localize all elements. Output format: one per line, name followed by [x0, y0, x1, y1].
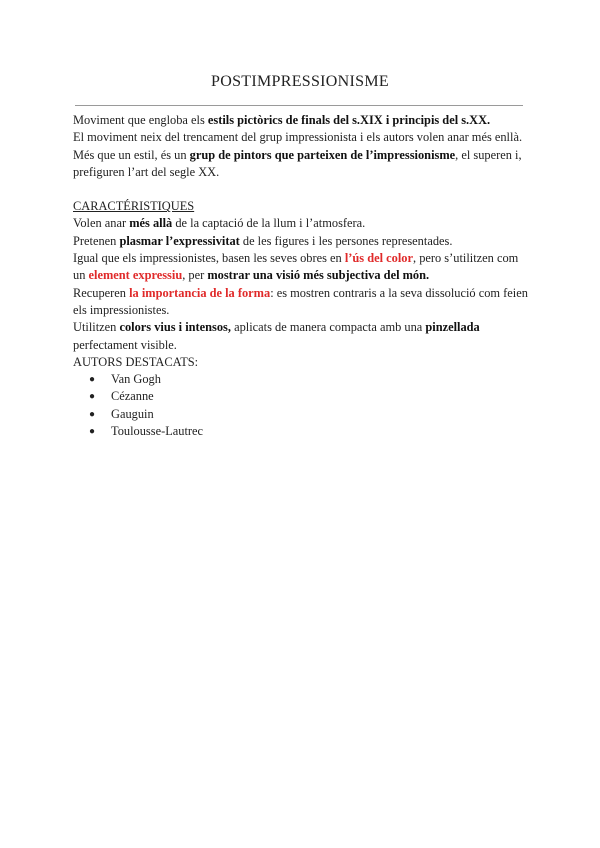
- c4-text-2: : es mostren contraris a la seva dissolució com feien els impressionistes.: [73, 285, 528, 317]
- author-name: Gauguin: [111, 406, 154, 421]
- spacer: [73, 181, 528, 198]
- author-name: Toulousse-Lautrec: [111, 424, 204, 439]
- intro-p3-text-2: , el superen i, prefiguren l’art del segle XX.: [73, 147, 522, 179]
- c2-bold: plasmar l’expressivitat: [119, 233, 240, 248]
- c2-text-2: de les figures i les persones representades.: [239, 233, 453, 248]
- characteristic-2: [73, 233, 528, 250]
- intro-p3-bold: grup de pintors que parteixen de l’impressionisme: [189, 147, 456, 162]
- intro-paragraph-3: [73, 147, 528, 182]
- c3-highlight-1: l’ús del color: [344, 251, 413, 266]
- c1-text-2: de la captació de la llum i l’atmosfera.: [172, 216, 366, 231]
- characteristics-heading: CARACTÉRISTIQUES: [73, 199, 195, 214]
- c5-text: Utilitzen: [73, 320, 120, 335]
- list-item: [73, 371, 528, 388]
- list-item: [73, 406, 528, 423]
- document-body: [73, 112, 528, 440]
- c1-text: Volen anar: [73, 216, 130, 231]
- author-name: Cézanne: [111, 389, 154, 404]
- intro-p1-bold: estils pictòrics de finals del s.XIX i principis del s.XX.: [207, 113, 491, 127]
- intro-paragraph-2: El moviment neix del trencament del grup impressionista i els autors volen anar més enllà.: [73, 130, 523, 145]
- title-divider: [75, 105, 523, 106]
- characteristic-1: [73, 215, 528, 232]
- page-title: POSTIMPRESSIONISME: [211, 73, 389, 90]
- c5-bold: colors vius i intensos,: [119, 320, 231, 335]
- intro-p1-text: Moviment que engloba els: [73, 113, 208, 127]
- bullet-icon: ●: [89, 408, 96, 420]
- c2-text: Pretenen: [73, 233, 120, 248]
- characteristic-5: [73, 319, 528, 354]
- c5-bold-2: pinzellada: [425, 320, 480, 335]
- bullet-icon: ●: [89, 426, 96, 438]
- c3-highlight-2: element expressiu: [88, 268, 183, 283]
- characteristic-4: [73, 285, 528, 320]
- author-name: Van Gogh: [111, 372, 161, 387]
- bullet-icon: ●: [89, 391, 96, 403]
- c3-text: Igual que els impressionistes, basen les seves obres en: [73, 251, 345, 266]
- characteristic-3: [73, 250, 528, 285]
- c3-text-3: , per: [182, 268, 208, 283]
- intro-p3-text: Més que un estil, és un: [73, 147, 190, 162]
- c1-bold: més allà: [129, 216, 173, 231]
- list-item: [73, 423, 528, 440]
- list-item: [73, 388, 528, 405]
- c4-highlight: la importancia de la forma: [129, 285, 271, 300]
- c4-text: Recuperen: [73, 285, 130, 300]
- c3-text-2: , pero s’utilitzen com un: [73, 251, 519, 283]
- c3-bold: mostrar una visió més subjectiva del món.: [207, 268, 430, 283]
- intro-paragraph-1: [73, 112, 528, 129]
- c5-text-2: aplicats de manera compacta amb una: [230, 320, 426, 335]
- authors-list: [73, 371, 528, 440]
- c5-text-3: perfectament visible.: [73, 337, 177, 352]
- authors-heading: AUTORS DESTACATS:: [73, 354, 199, 369]
- bullet-icon: ●: [89, 374, 96, 386]
